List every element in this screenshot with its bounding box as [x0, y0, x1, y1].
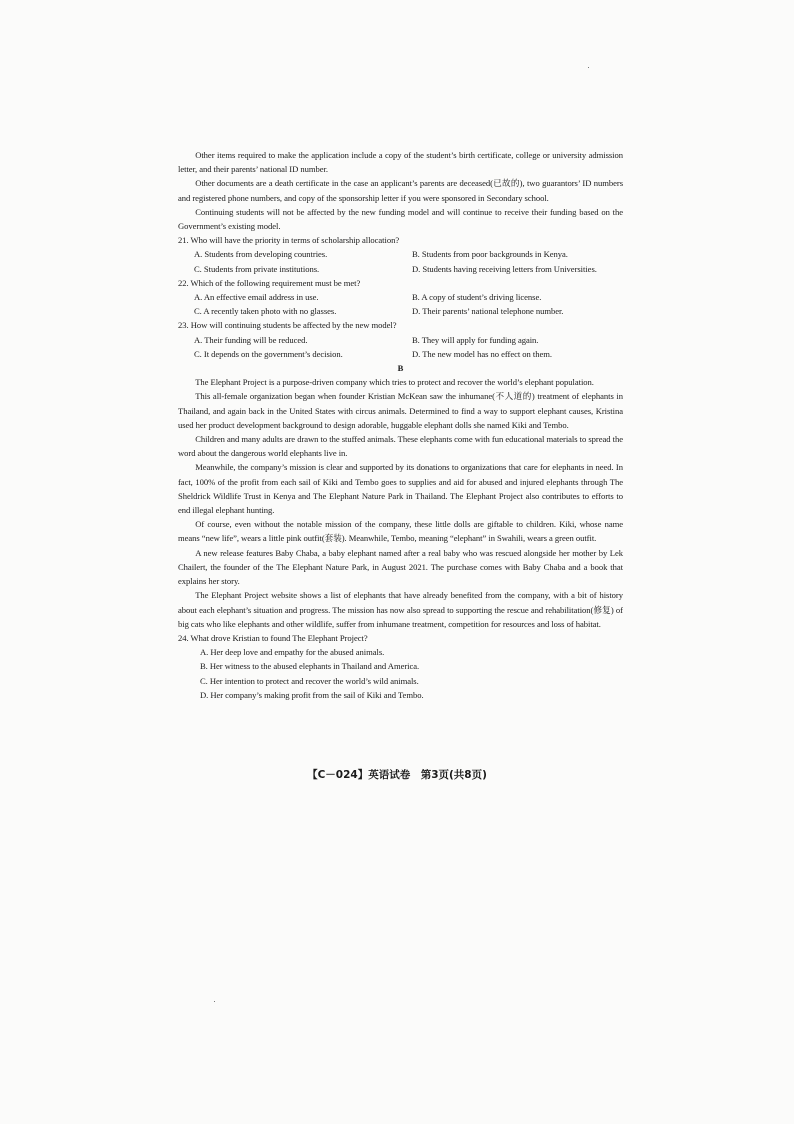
- option-c: C. A recently taken photo with no glasses.: [194, 306, 337, 317]
- question-stem: 23. How will continuing students be affected by the new model?: [178, 320, 397, 331]
- page-footer: 【C－024】英语试卷 第3页(共8页): [307, 769, 487, 781]
- paragraph: Meanwhile, the company’s mission is clear and supported by its donations to organizations that care for elephants in need. In fact, 100% of the profit from each sail of Kiki and Tembo goes to supplies and aid for abused and injured elephants through The Sheldrick Wildlife Trust in Kenya and The Elephant Nature Park in Thailand. The Elephant Project also contributes to efforts to end illegal elephant hunting.: [178, 462, 623, 516]
- passage-a: [178, 148, 623, 233]
- paragraph: The Elephant Project website shows a list of elephants that have already benefited from the company, with a bit of history about each elephant’s situation and progress. The mission has now also spread to supporting the rescue and rehabilitation(修复) of big cats who like elephants and other wildlife, suffer from inhumane treatment, competition for resources and loss of habitat.: [178, 590, 623, 629]
- option-c: C. Students from private institutions.: [194, 263, 320, 274]
- paragraph: Other items required to make the application include a copy of the student’s birth certificate, college or university admission letter, and their parents’ national ID number.: [178, 150, 623, 175]
- paragraph: Other documents are a death certificate in the case an applicant’s parents are deceased(已故的), two guarantors’ ID numbers and registered phone numbers, and copy of the sponsorship letter if you were sponsored in Secondary school.: [178, 178, 623, 203]
- paragraph: This all-female organization began when founder Kristian McKean saw the inhumane(不人道的) treatment of elephants in Thailand, and again back in the United States with circus animals. Determined to find a way to support elephant causes, Kristina used her product development background to design adorable, huggable elephant dolls she named Kiki and Tembo.: [178, 391, 623, 430]
- paragraph: The Elephant Project is a purpose-driven company which tries to protect and recover the world’s elephant population.: [195, 377, 594, 388]
- option-a: A. An effective email address in use.: [194, 292, 319, 303]
- paragraph: Continuing students will not be affected by the new funding model and will continue to receive their funding based on the Government’s existing model.: [178, 206, 623, 232]
- option-d: D. Her company’s making profit from the sail of Kiki and Tembo.: [200, 689, 424, 700]
- question-stem: 21. Who will have the priority in terms of scholarship allocation?: [178, 235, 400, 246]
- question-23: [178, 318, 623, 361]
- option-d: D. Students having receiving letters from Universities.: [412, 263, 597, 274]
- option-b: B. Students from poor backgrounds in Kenya.: [412, 249, 568, 260]
- section-b-heading: B: [397, 363, 404, 374]
- option-c: C. Her intention to protect and recover the world’s wild animals.: [200, 675, 419, 686]
- question-stem: 22. Which of the following requirement must be met?: [178, 277, 361, 288]
- option-b: B. A copy of student’s driving license.: [412, 292, 542, 303]
- option-b: B. They will apply for funding again.: [412, 334, 539, 345]
- question-21: [178, 233, 623, 276]
- option-a: A. Their funding will be reduced.: [194, 334, 308, 345]
- option-a: A. Students from developing countries.: [194, 249, 328, 260]
- option-b: B. Her witness to the abused elephants in Thailand and America.: [200, 661, 420, 672]
- question-24: [178, 631, 623, 702]
- exam-page-content: [178, 148, 623, 702]
- paragraph: Children and many adults are drawn to the stuffed animals. These elephants come with fun educational materials to spread the word about the dangerous world elephants live in.: [178, 434, 623, 459]
- question-22: [178, 276, 623, 319]
- option-c: C. It depends on the government’s decision.: [194, 348, 343, 359]
- option-d: D. The new model has no effect on them.: [412, 348, 552, 359]
- option-a: A. Her deep love and empathy for the abused animals.: [200, 647, 385, 658]
- passage-b: [178, 375, 623, 631]
- option-d: D. Their parents’ national telephone number.: [412, 306, 564, 317]
- paragraph: Of course, even without the notable mission of the company, these little dolls are giftable to children. Kiki, whose name means “new life”, wears a little pink outfit(套装). Meanwhile, Tembo, meaning “elephant” in Swahili, wears a green outfit.: [178, 519, 623, 544]
- question-stem: 24. What drove Kristian to found The Elephant Project?: [178, 632, 368, 643]
- paragraph: A new release features Baby Chaba, a baby elephant named after a real baby who was rescued alongside her mother by Lek Chailert, the founder of the The Elephant Nature Park, in August 2021. The purchase comes with Baby Chaba and a book that explains her story.: [178, 547, 623, 587]
